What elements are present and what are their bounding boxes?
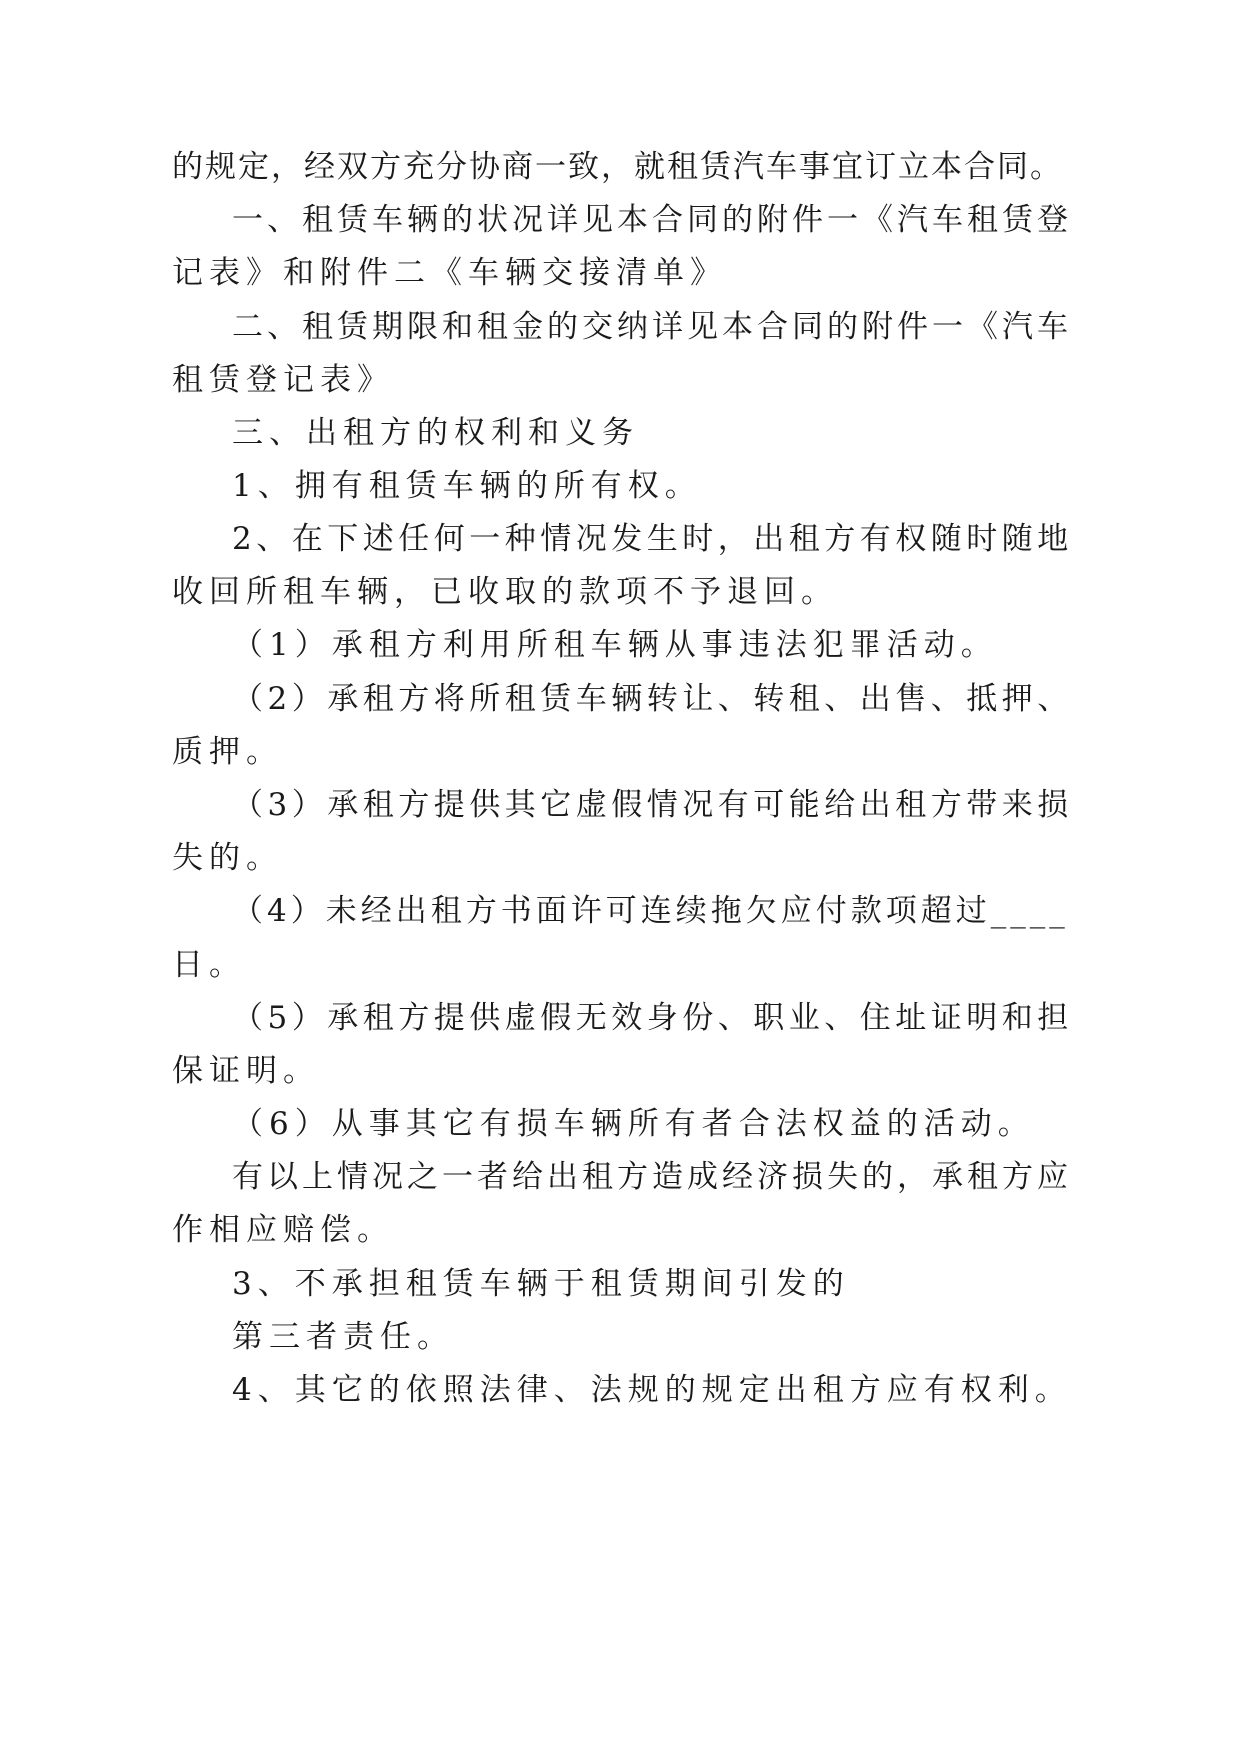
text-line: 租赁登记表》 (172, 362, 394, 398)
text-line: 2、在下述任何一种情况发生时，出租方有权随时随地 (232, 521, 1073, 557)
text-line: 的规定，经双方充分协商一致，就租赁汽车事宜订立本合同。 (172, 149, 1063, 185)
text-line: 有以上情况之一者给出租方造成经济损失的，承租方应 (232, 1159, 1072, 1195)
text-line: 一、租赁车辆的状况详见本合同的附件一《汽车租赁登 (232, 202, 1072, 238)
text-line: （4）未经出租方书面许可连续拖欠应付款项超过____ (232, 893, 1069, 929)
text-line: 作相应赔偿。 (172, 1212, 394, 1248)
text-line: （6）从事其它有损车辆所有者合法权益的活动。 (232, 1106, 1035, 1142)
text-line: 失的。 (172, 840, 283, 876)
text-line: 1、拥有租赁车辆的所有权。 (232, 468, 702, 504)
text-line: 质押。 (172, 734, 283, 770)
text-line: （1）承租方利用所租车辆从事违法犯罪活动。 (232, 627, 998, 663)
text-line: 记表》和附件二《车辆交接清单》 (172, 255, 727, 291)
text-line: （2）承租方将所租赁车辆转让、转租、出售、抵押、 (232, 681, 1073, 717)
text-line: 日。 (172, 947, 246, 983)
text-line: 二、租赁期限和租金的交纳详见本合同的附件一《汽车 (232, 309, 1072, 345)
text-line: 4、其它的依照法律、法规的规定出租方应有权利。 (232, 1372, 1072, 1408)
text-line: 保证明。 (172, 1053, 320, 1089)
text-line: 收回所租车辆，已收取的款项不予退回。 (172, 574, 838, 610)
text-line: 第三者责任。 (232, 1319, 454, 1355)
text-line: 3、不承担租赁车辆于租赁期间引发的 (232, 1266, 850, 1302)
text-line: 三、出租方的权利和义务 (232, 415, 639, 451)
text-line: （3）承租方提供其它虚假情况有可能给出租方带来损 (232, 787, 1073, 823)
text-line: （5）承租方提供虚假无效身份、职业、住址证明和担 (232, 1000, 1073, 1036)
